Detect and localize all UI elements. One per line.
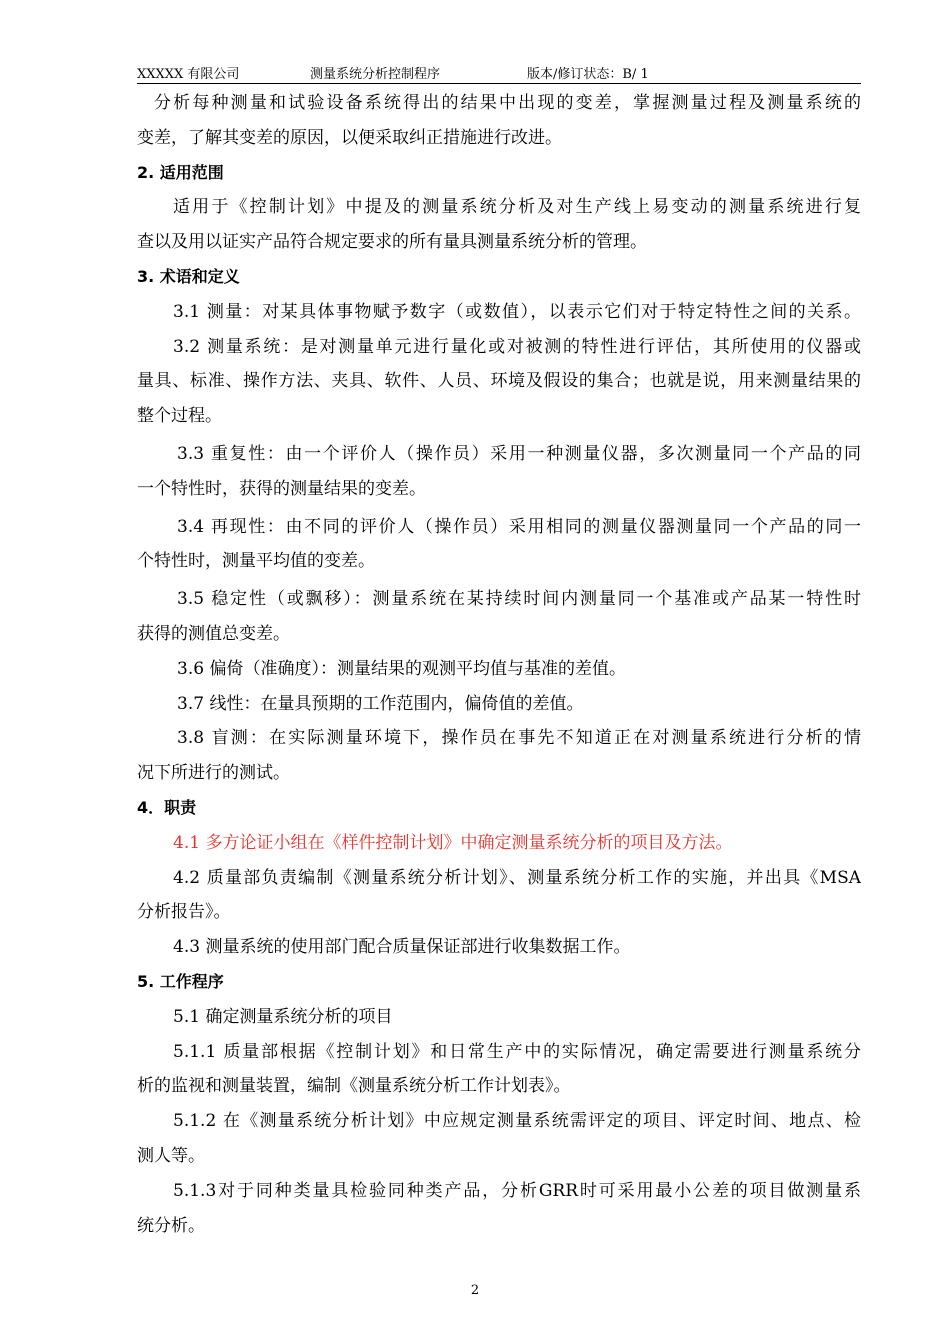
header-doc-title: 测量系统分析控制程序 [310, 67, 441, 82]
header-company: XXXXX 有限公司 [137, 67, 240, 82]
scope-line: 适用于《控制计划》中提及的测量系统分析及对生产线上易变动的测量系统进行复 [173, 197, 861, 218]
section-heading-scope: 2. 适用范围 [137, 162, 224, 182]
purpose-line: 变差，了解其变差的原因，以便采取纠正措施进行改进。 [137, 127, 562, 148]
page-number: 2 [470, 1283, 480, 1298]
term-3-2-line: 3.2 测量系统：是对测量单元进行量化或对被测的特性进行评估，其所使用的仪器或 [173, 336, 861, 357]
term-3-1: 3.1 测量：对某具体事物赋予数字（或数值），以表示它们对于特定特性之间的关系。 [173, 301, 861, 322]
term-3-3-line: 一个特性时，获得的测量结果的变差。 [137, 478, 426, 499]
term-3-2-line: 量具、标准、操作方法、夹具、软件、人员、环境及假设的集合；也就是说，用来测量结果的 [137, 371, 861, 392]
proc-5-1-3-line: 统分析。 [137, 1215, 205, 1236]
proc-5-1-1-line: 5.1.1 质量部根据《控制计划》和日常生产中的实际情况，确定需要进行测量系统分 [173, 1041, 861, 1062]
term-3-4-line: 个特性时，测量平均值的变差。 [137, 551, 375, 572]
proc-5-1-1-line: 析的监视和测量装置，编制《测量系统分析工作计划表》。 [137, 1076, 571, 1097]
term-3-5-line: 3.5 稳定性（或飘移）：测量系统在某持续时间内测量同一个基准或产品某一特性时 [177, 589, 861, 610]
section-heading-responsibilities: 4．职责 [137, 797, 197, 817]
purpose-line: 分析每种测量和试验设备系统得出的结果中出现的变差，掌握测量过程及测量系统的 [154, 93, 861, 113]
page-header [137, 61, 861, 84]
resp-4-3: 4.3 测量系统的使用部门配合质量保证部进行收集数据工作。 [173, 937, 631, 958]
term-3-2-line: 整个过程。 [137, 406, 222, 427]
resp-4-1-highlighted: 4.1 多方论证小组在《样件控制计划》中确定测量系统分析的项目及方法。 [173, 832, 733, 853]
term-3-6: 3.6 偏倚（准确度）：测量结果的观测平均值与基准的差值。 [177, 658, 626, 679]
proc-5-1-2-line: 测人等。 [137, 1145, 205, 1166]
term-3-8-line: 3.8 盲测：在实际测量环境下，操作员在事先不知道正在对测量系统进行分析的情 [177, 728, 861, 749]
term-3-5-line: 获得的测值总变差。 [137, 623, 290, 644]
scope-line: 查以及用以证实产品符合规定要求的所有量具测量系统分析的管理。 [137, 232, 647, 253]
document-body [137, 86, 861, 1243]
section-heading-terms: 3. 术语和定义 [137, 266, 240, 286]
resp-4-2-line: 分析报告》。 [137, 902, 231, 923]
term-3-7: 3.7 线性：在量具预期的工作范围内，偏倚值的差值。 [177, 693, 584, 714]
header-version: 版本/修订状态：B/ 1 [527, 67, 649, 82]
proc-5-1-2-line: 5.1.2 在《测量系统分析计划》中应规定测量系统需评定的项目、评定时间、地点、检 [173, 1111, 861, 1132]
resp-4-2-line: 4.2 质量部负责编制《测量系统分析计划》、测量系统分析工作的实施，并出具《MSA [173, 867, 861, 888]
term-3-4-line: 3.4 再现性：由不同的评价人（操作员）采用相同的测量仪器测量同一个产品的同一 [177, 516, 861, 537]
term-3-8-line: 况下所进行的测试。 [137, 763, 290, 784]
section-heading-procedure: 5. 工作程序 [137, 971, 224, 991]
term-3-3-line: 3.3 重复性：由一个评价人（操作员）采用一种测量仪器，多次测量同一个产品的同 [177, 443, 861, 464]
proc-5-1: 5.1 确定测量系统分析的项目 [173, 1006, 393, 1027]
proc-5-1-3-line: 5.1.3对于同种类量具检验同种类产品，分析GRR时可采用最小公差的项目做测量系 [173, 1180, 861, 1201]
